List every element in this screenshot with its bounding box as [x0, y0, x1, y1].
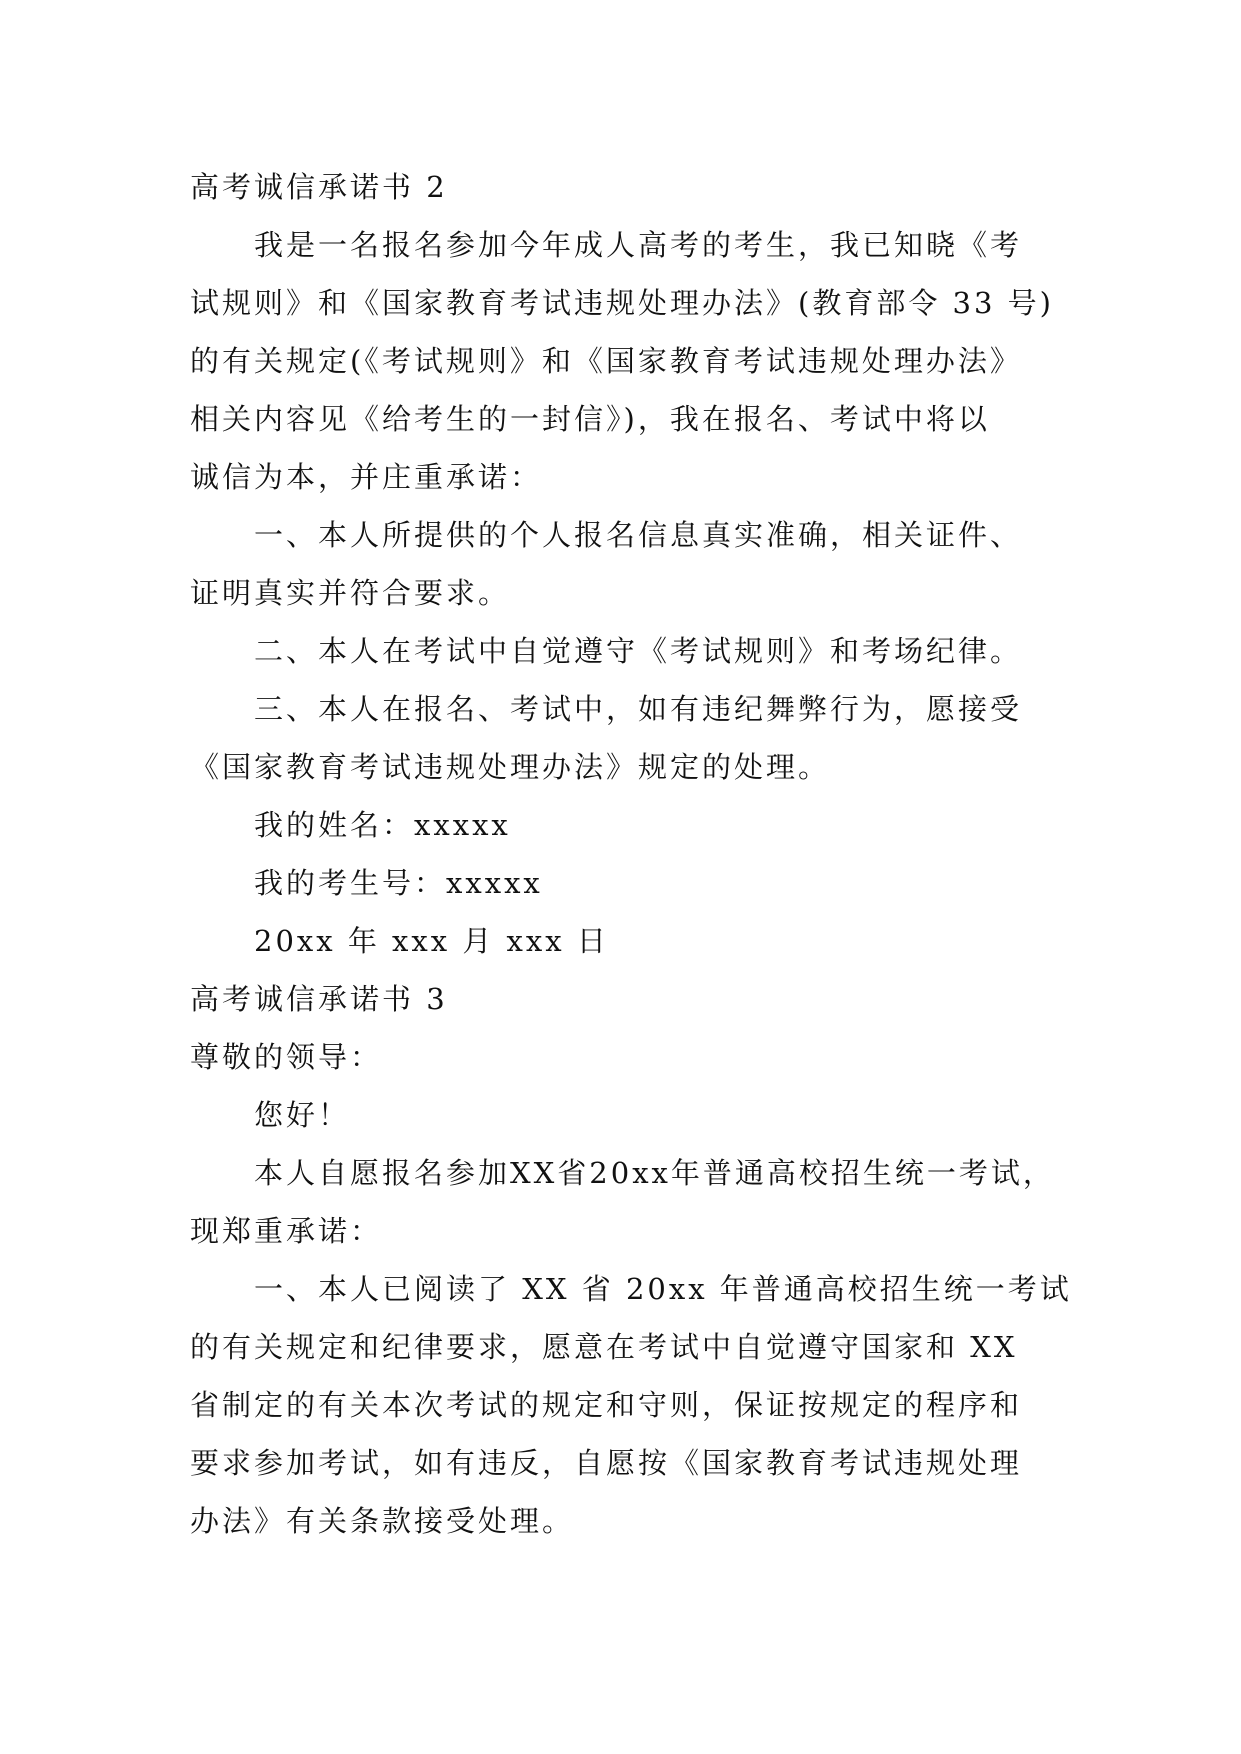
- paragraph-line: 证明真实并符合要求。: [190, 576, 511, 610]
- name-line: 我的姓名：xxxxx: [254, 808, 511, 842]
- greeting: 您好！: [254, 1098, 351, 1132]
- paragraph-line: 省制定的有关本次考试的规定和守则，保证按规定的程序和: [190, 1388, 1023, 1422]
- paragraph-line: 一、本人所提供的个人报名信息真实准确，相关证件、: [254, 518, 1023, 552]
- document-page: [190, 158, 1070, 1550]
- paragraph-line: 我是一名报名参加今年成人高考的考生，我已知晓《考: [254, 228, 1023, 262]
- paragraph-line: 诚信为本，并庄重承诺：: [190, 460, 543, 494]
- paragraph-line: 现郑重承诺：: [190, 1214, 383, 1248]
- paragraph-line: 三、本人在报名、考试中，如有违纪舞弊行为，愿接受: [254, 692, 1023, 726]
- exam-number-line: 我的考生号：xxxxx: [254, 866, 543, 900]
- paragraph-line: 要求参加考试，如有违反，自愿按《国家教育考试违规处理: [190, 1446, 1023, 1480]
- paragraph-line: 试规则》和《国家教育考试违规处理办法》(教育部令 33 号): [190, 286, 1054, 320]
- paragraph-line: 相关内容见《给考生的一封信》)，我在报名、考试中将以: [190, 402, 990, 436]
- paragraph-line: 一、本人已阅读了 XX 省 20xx 年普通高校招生统一考试: [254, 1272, 1072, 1306]
- section-title: 高考诚信承诺书 2: [190, 170, 448, 204]
- salutation: 尊敬的领导：: [190, 1040, 383, 1074]
- paragraph-line: 二、本人在考试中自觉遵守《考试规则》和考场纪律。: [254, 634, 1023, 668]
- date-line: 20xx 年 xxx 月 xxx 日: [254, 924, 609, 958]
- paragraph-line: 的有关规定和纪律要求，愿意在考试中自觉遵守国家和 XX: [190, 1330, 1018, 1364]
- paragraph-line: 的有关规定(《考试规则》和《国家教育考试违规处理办法》: [190, 344, 1022, 378]
- paragraph-line: 本人自愿报名参加XX省20xx年普通高校招生统一考试，: [254, 1156, 1055, 1190]
- paragraph-line: 《国家教育考试违规处理办法》规定的处理。: [190, 750, 831, 784]
- section-title: 高考诚信承诺书 3: [190, 982, 448, 1016]
- paragraph-line: 办法》有关条款接受处理。: [190, 1504, 575, 1538]
